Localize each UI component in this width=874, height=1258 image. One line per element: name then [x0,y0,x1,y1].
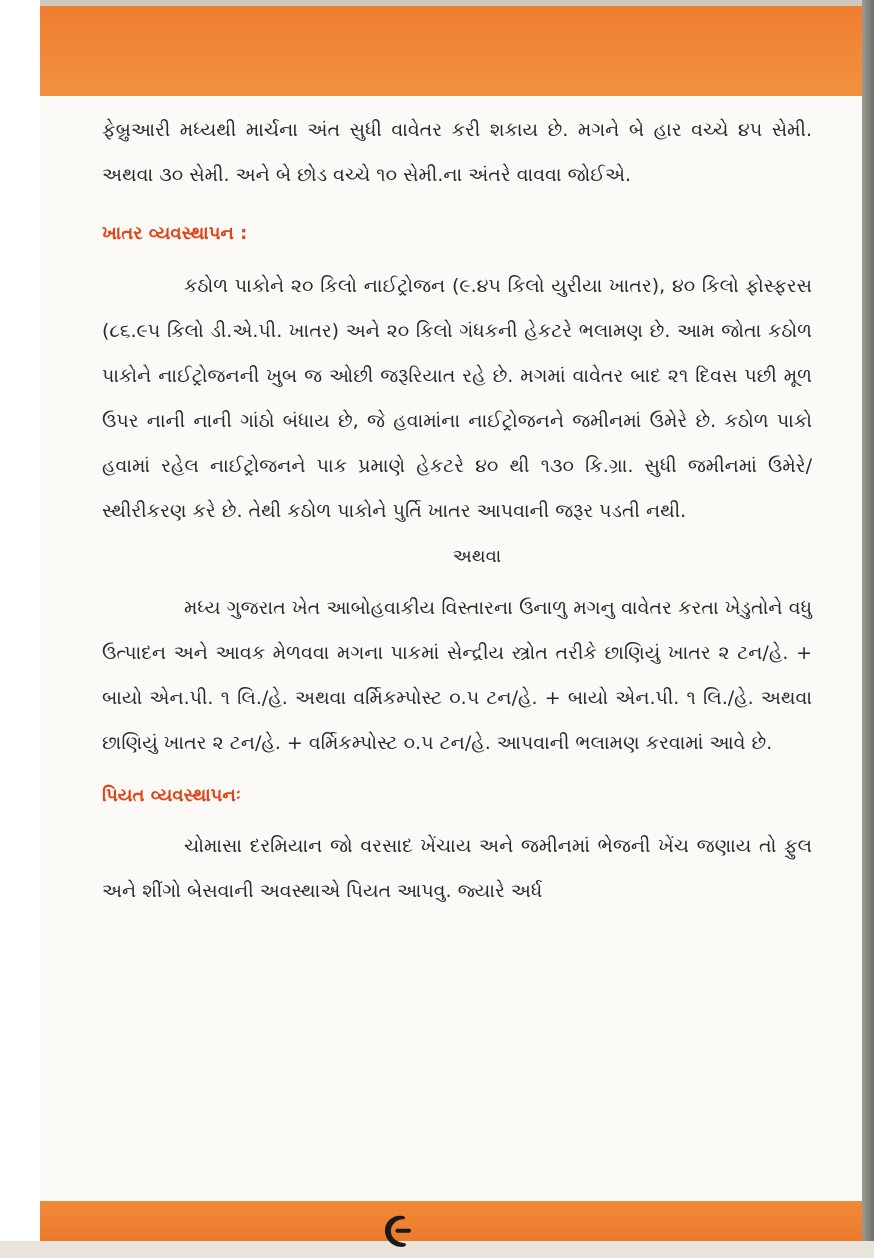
bottom-orange-band [40,1201,862,1258]
irrigation-management-heading: પિયત વ્યવસ્થાપનઃ [102,785,241,806]
or-separator: અથવા [452,546,502,567]
page-content [102,108,812,914]
scan-left-margin [0,0,40,1241]
fertilizer-paragraph: કઠોળ પાકોને ૨૦ કિલો નાઈટ્રોજન (૯.૪૫ કિલો યુરીયા ખાતર), ૪૦ કિલો ફોસ્ફરસ (૮૬.૯૫ કિલો ડી.એ.પી. ખાતર) અને ૨૦ કિલો ગંધકની હેકટરે ભલામણ છે. આમ જોતા કઠોળ પાકોને નાઈટ્રોજનની ખુબ જ ઓછી જરૂરિયાત રહે છે. મગમાં વાવેતર બાદ ૨૧ દિવસ પછી મૂળ ઉપર નાની નાની ગાંઠો બંધાય છે, જે હવામાંના નાઈટ્રોજનને જમીનમાં ઉમેરે છે. કઠોળ પાકો હવામાં રહેલ નાઈટ્રોજનને પાક પ્રમાણે હેકટરે ૪૦ થી ૧૩૦ કિ.ગ્રા. સુધી જમીનમાં ઉમેરે/ સ્થીરીકરણ કરે છે. તેથી કઠોળ પાકોને પુર્તિ ખાતર આપવાની જરૂર પડતી નથી. [102,275,812,522]
fertilizer-management-heading: ખાતર વ્યવસ્થાપન : [102,223,248,244]
page-number: ૯ [383,1202,413,1258]
organic-source-paragraph: મધ્ય ગુજરાત ખેત આબોહવાકીય વિસ્તારના ઉનાળુ મગનુ વાવેતર કરતા ખેડુતોને વધુ ઉત્પાદન અને આવક મેળવવા મગના પાકમાં સેન્દ્રીય સ્ત્રોત તરીકે છાણિયું ખાતર ૨ ટન/હે. + બાયો એન.પી. ૧ લિ./હે. અથવા વર્મિકમ્પોસ્ટ ૦.૫ ટન/હે. + બાયો એન.પી. ૧ લિ./હે. અથવા છાણિયું ખાતર ૨ ટન/હે. + વર્મિકમ્પોસ્ટ ૦.૫ ટન/હે. આપવાની ભલામણ કરવામાં આવે છે. [102,597,812,754]
top-orange-band [40,6,862,96]
scan-right-edge [862,0,874,1241]
document-page [40,6,862,1258]
intro-paragraph: ફેબ્રુઆરી મધ્યથી માર્ચના અંત સુધી વાવેતર કરી શકાય છે. મગને બે હાર વચ્ચે ૪૫ સેમી. અથવા ૩૦ સેમી. અને બે છોડ વચ્ચે ૧૦ સેમી.ના અંતરે વાવવા જોઈએ. [102,119,812,186]
irrigation-paragraph: ચોમાસા દરમિયાન જો વરસાદ ખેંચાય અને જમીનમાં ભેજની ખેંચ જણાય તો ફુલ અને શીંગો બેસવાની અવસ્થાએ પિયત આપવુ. જ્યારે અર્ધ [102,835,812,902]
